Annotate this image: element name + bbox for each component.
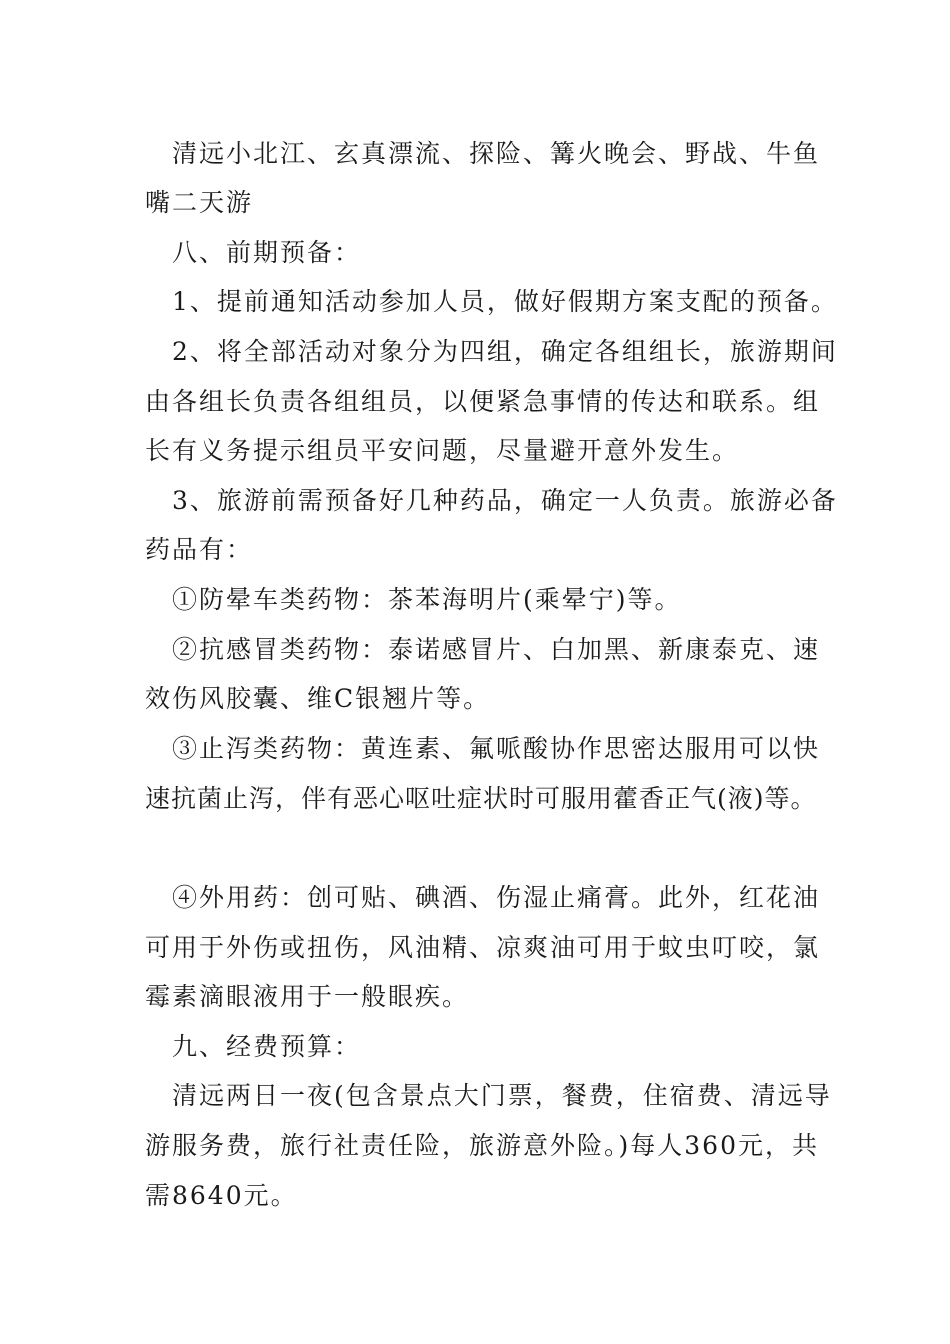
list-item-line: ①防晕车类药物：茶苯海明片(乘晕宁)等。 (172, 585, 682, 614)
list-item-line: 速抗菌止泻，伴有恶心呕吐症状时可服用藿香正气(液)等。 (145, 784, 817, 813)
section-heading-budget: 九、经费预算： (172, 1032, 362, 1061)
list-item-line: 霉素滴眼液用于一般眼疾。 (145, 982, 470, 1011)
list-item-line: ④外用药：创可贴、碘酒、伤湿止痛膏。此外，红花油 (172, 883, 821, 912)
paragraph-line: 嘴二天游 (145, 188, 254, 217)
list-item-line: ③止泻类药物：黄连素、氟哌酸协作思密达服用可以快 (172, 734, 821, 763)
paragraph-line: 清远小北江、玄真漂流、探险、篝火晚会、野战、牛鱼 (172, 139, 821, 168)
paragraph-line: 需8640元。 (145, 1181, 298, 1210)
list-item-line: ②抗感冒类药物：泰诺感冒片、白加黑、新康泰克、速 (172, 635, 821, 664)
paragraph-line: 3、旅游前需预备好几种药品，确定一人负责。旅游必备 (172, 486, 838, 515)
section-heading-preparation: 八、前期预备： (172, 238, 362, 267)
paragraph-line: 游服务费，旅行社责任险，旅游意外险。)每人360元，共 (145, 1131, 819, 1160)
list-item-line: 可用于外伤或扭伤，风油精、凉爽油可用于蚊虫叮咬，氯 (145, 933, 821, 962)
paragraph-line: 长有义务提示组员平安问题，尽量避开意外发生。 (145, 436, 740, 465)
paragraph-line: 药品有： (145, 535, 254, 564)
paragraph-line: 2、将全部活动对象分为四组，确定各组组长，旅游期间 (172, 337, 838, 366)
paragraph-line: 清远两日一夜(包含景点大门票，餐费，住宿费、清远导 (172, 1081, 832, 1110)
paragraph-line: 由各组长负责各组组员，以便紧急事情的传达和联系。组 (145, 387, 821, 416)
paragraph-line: 1、提前通知活动参加人员，做好假期方案支配的预备。 (172, 287, 838, 316)
list-item-line: 效伤风胶囊、维C银翘片等。 (145, 684, 491, 713)
